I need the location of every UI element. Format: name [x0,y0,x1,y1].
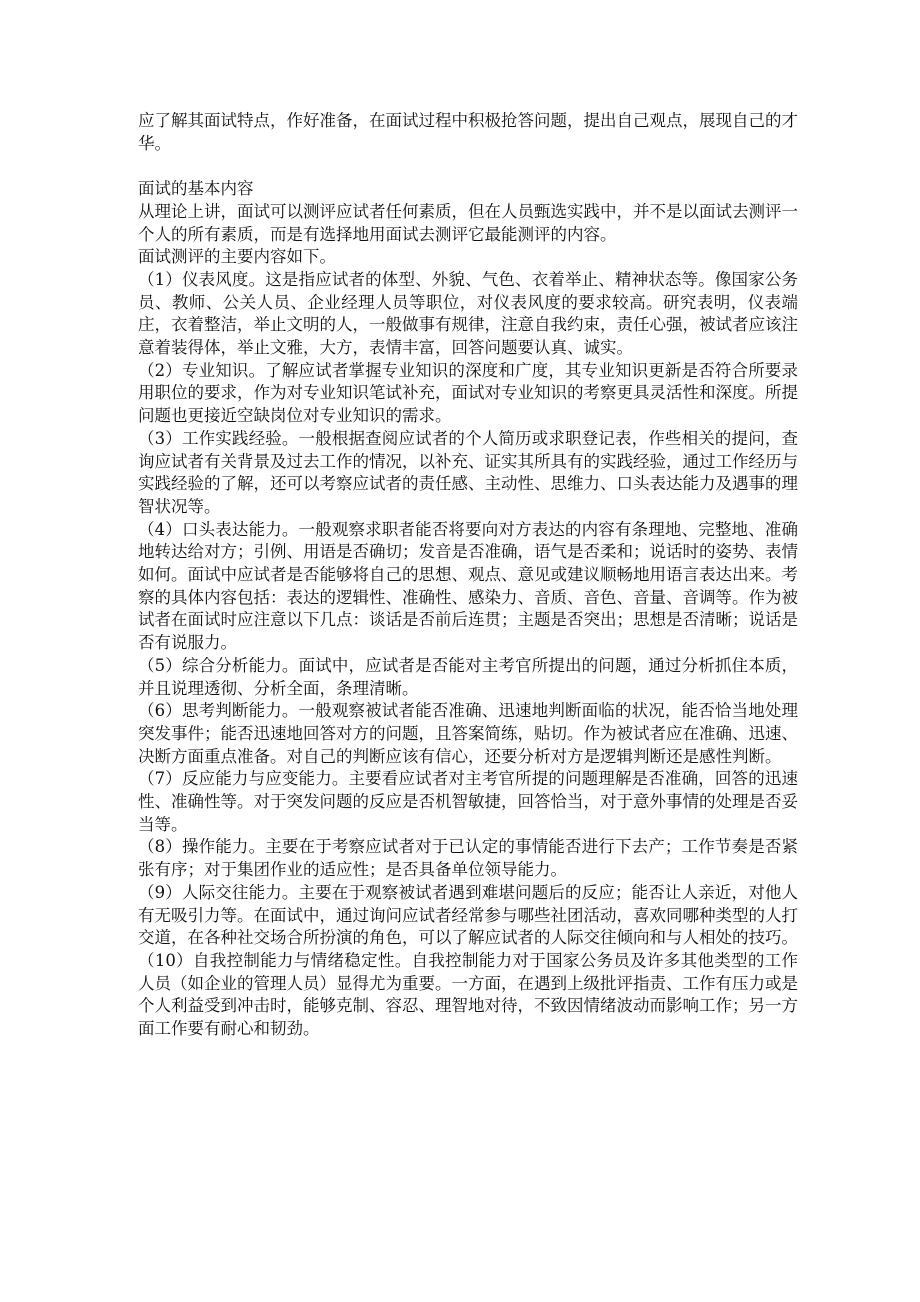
list-item: （5）综合分析能力。面试中，应试者是否能对主考官所提出的问题，通过分析抓住本质，并且说理透彻、分析全面，条理清晰。 [138,655,798,698]
list-item: （8）操作能力。主要在于考察应试者对于已认定的事情能否进行下去产；工作节奏是否紧张有序；对于集团作业的适应性；是否具备单位领导能力。 [138,837,798,880]
lead-paragraph: 面试测评的主要内容如下。 [138,247,336,267]
list-item: （7）反应能力与应变能力。主要看应试者对主考官所提的问题理解是否准确，回答的迅速性、准确性等。对于突发问题的反应是否机智敏捷，回答恰当，对于意外事情的处理是否妥当等。 [138,769,798,834]
lead-paragraph: 从理论上讲，面试可以测评应试者任何素质，但在人员甄选实践中，并不是以面试去测评一个人的所有素质，而是有选择地用面试去测评它最能测评的内容。 [138,201,798,244]
document-body [138,110,798,1041]
list-item: （2）专业知识。了解应试者掌握专业知识的深度和广度，其专业知识更新是否符合所要录用职位的要求，作为对专业知识笔试补充，面试对专业知识的考察更具灵活性和深度。所提问题也更接近空缺岗位对专业知识的需求。 [138,360,798,426]
intro-paragraph: 应了解其面试特点，作好准备，在面试过程中积极抢答问题，提出自己观点，展现自己的才华。 [138,111,798,153]
section-heading: 面试的基本内容 [138,179,254,199]
list-item: （9）人际交往能力。主要在于观察被试者遇到难堪问题后的反应；能否让人亲近，对他人有无吸引力等。在面试中，通过询问应试者经常参与哪些社团活动，喜欢同哪种类型的人打交道，在各种社交场合所扮演的角色，可以了解应试者的人际交往倾向和与人相处的技巧。 [138,882,798,948]
list-item: （3）工作实践经验。一般根据查阅应试者的个人简历或求职登记表，作些相关的提问，查询应试者有关背景及过去工作的情况，以补充、证实其所具有的实践经验，通过工作经历与实践经验的了解，还可以考察应试者的责任感、主动性、思维力、口头表达能力及遇事的理智状况等。 [138,428,798,516]
blank-line [138,155,798,178]
list-item: （10）自我控制能力与情绪稳定性。自我控制能力对于国家公务员及许多其他类型的工作人员（如企业的管理人员）显得尤为重要。一方面，在遇到上级批评指责、工作有压力或是个人利益受到冲击时，能够克制、容忍、理智地对待，不致因情绪波动而影响工作；另一方面工作要有耐心和韧劲。 [138,951,798,1039]
list-item: （1）仪表风度。这是指应试者的体型、外貌、气色、衣着举止、精神状态等。像国家公务员、教师、公关人员、企业经理人员等职位，对仪表风度的要求较高。研究表明，仪表端庄，衣着整洁，举止文明的人，一般做事有规律，注意自我约束，责任心强，被试者应该注意着装得体，举止文雅，大方，表情丰富，回答问题要认真、诚实。 [138,269,798,358]
list-item: （4）口头表达能力。一般观察求职者能否将要向对方表达的内容有条理地、完整地、准确地转达给对方；引例、用语是否确切；发音是否准确，语气是否柔和；说话时的姿势、表情如何。面试中应试者是否能够将自己的思想、观点、意见或建议顺畅地用语言表达出来。考察的具体内容包括：表达的逻辑性、准确性、感染力、音质、音色、音量、音调等。作为被试者在面试时应注意以下几点：谈话是否前后连贯；主题是否突出；思想是否清晰；说话是否有说服力。 [138,519,798,653]
list-item: （6）思考判断能力。一般观察被试者能否准确、迅速地判断面临的状况，能否恰当地处理突发事件；能否迅速地回答对方的问题，且答案简练，贴切。作为被试者应在准确、迅速、决断方面重点准备。对自己的判断应该有信心，还要分析对方是逻辑判断还是感性判断。 [138,701,798,766]
